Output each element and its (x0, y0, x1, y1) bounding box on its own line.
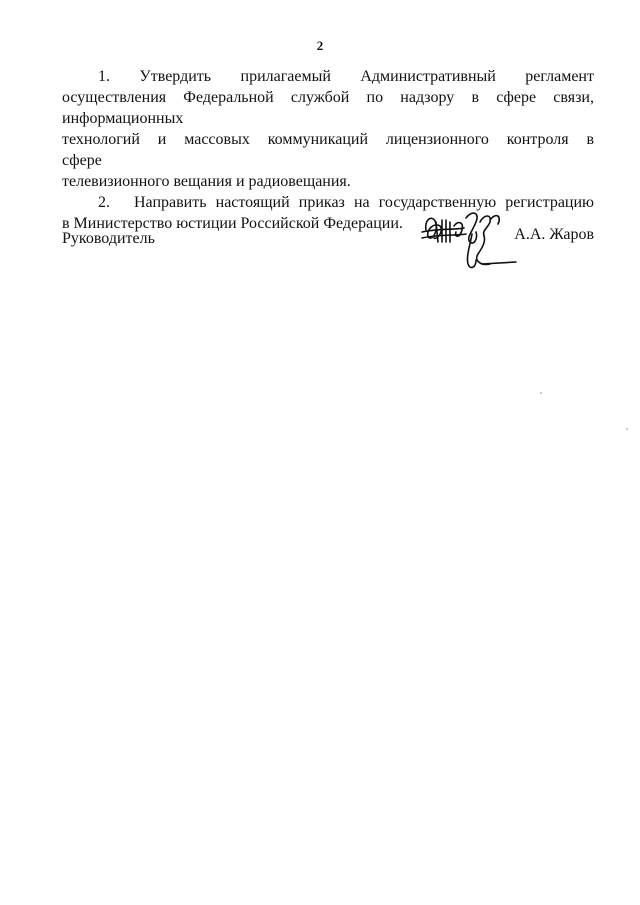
page-number: 2 (316, 38, 324, 53)
paragraph-1-word: прилагаемый (240, 68, 331, 85)
signer-name: А.А. Жаров (514, 226, 594, 243)
paragraph-2-first-line-text: Направить настоящий приказ на государственную регистрацию (134, 194, 594, 211)
paragraph-1-number: 1. (98, 68, 110, 85)
paragraph-1-word: Административный (360, 68, 496, 85)
paragraph-1 (62, 66, 594, 192)
paragraph-1-word: регламент (525, 68, 594, 85)
paragraph-1-word: Утвердить (139, 68, 212, 85)
paragraph-2-number: 2. (98, 194, 110, 211)
scan-speck (540, 392, 542, 394)
paragraph-1-line: телевизионного вещания и радиовещания. (62, 173, 351, 190)
handwritten-signature (420, 208, 520, 278)
paragraph-1-first-line (62, 66, 594, 87)
paragraph-1-line: технологий и массовых коммуникаций лицензионного контроля в сфере (62, 131, 594, 169)
paragraph-1-line: осуществления Федеральной службой по надзору в сфере связи, информационных (62, 89, 594, 127)
scan-speck (626, 428, 628, 430)
signature-block (62, 222, 594, 282)
paragraph-2-line: в Министерство юстиции Российской Федерации. (62, 215, 403, 232)
signer-position: Руководитель (62, 230, 155, 247)
